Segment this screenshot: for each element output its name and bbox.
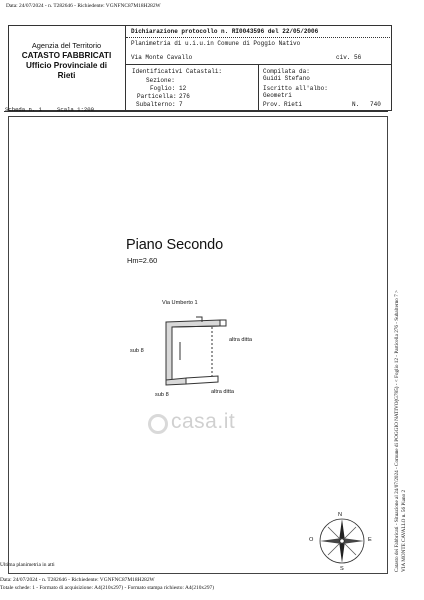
bottom-line-1: Ultima planimetria in atti (0, 562, 55, 568)
floor-title: Piano Secondo (126, 237, 224, 253)
label-altra-ditta-2: altra ditta (211, 389, 235, 395)
compiler-name: Guidi Stefano (263, 75, 310, 82)
side-text-right-2: VIA MONTE CAVALLO n. 56 Piano 2 (401, 489, 407, 572)
prov-label: Prov. (263, 101, 282, 108)
agency-line2: CATASTO FABBRICATI (21, 51, 112, 60)
bottom-line-3: Totale schede: 1 - Formato di acquisizione: A4(210x297) - Formato stampa richiesto: A4(210x297) (0, 585, 215, 591)
label-sub-8-1: sub 8 (130, 348, 144, 354)
scala-label: Scala 1:200 (57, 106, 94, 113)
compiler-heading: Compilata da: (263, 68, 310, 75)
prov-value: Rieti (284, 101, 303, 108)
sezione-label: Sezione: (146, 77, 175, 84)
protocol-rule (126, 37, 392, 38)
compass-s: S (340, 566, 344, 572)
albo-value: Geometri (263, 92, 292, 99)
compass-w: O (309, 537, 314, 543)
n-value: 740 (370, 101, 381, 108)
watermark: casa.it (171, 410, 236, 433)
header-divider-vertical (258, 64, 259, 111)
agency-line1: Agenzia del Territorio (31, 41, 102, 50)
bottom-line-2: Data: 24/07/2024 - n. T282646 - Richiedente: VGNFNC87M18H282W (0, 577, 155, 583)
agency-line3: Ufficio Provinciale di (26, 61, 107, 70)
floor-height: Hm=2.60 (127, 256, 158, 265)
particella-value: 276 (179, 93, 190, 100)
subalterno-label: Subalterno: (136, 101, 176, 108)
compass-icon (315, 514, 369, 568)
address: Via Monte Cavallo (131, 54, 193, 61)
foglio-value: 12 (179, 85, 187, 92)
civic-number: civ. 56 (336, 54, 362, 61)
particella-label: Particella: (137, 93, 177, 100)
agency-block (8, 25, 126, 111)
plan-label: Planimetria di u.i.u.in Comune di Poggio Nativo (131, 40, 301, 47)
protocol-line: Dichiarazione protocollo n. RI0043596 del 22/05/2006 (131, 28, 319, 35)
header-divider-1 (126, 64, 392, 65)
compass-e: E (368, 537, 372, 543)
label-altra-ditta-1: altra ditta (229, 337, 253, 343)
albo-label: Iscritto all'albo: (263, 85, 328, 92)
foglio-label: Foglio: (150, 85, 176, 92)
compass-n: N (338, 512, 343, 518)
subalterno-value: 7 (179, 101, 183, 108)
top-stamp: Data: 24/07/2024 - n. T282646 - Richiedente: VGNFNC87M18H282W (6, 3, 161, 9)
floor-plan (160, 312, 230, 388)
street-label: Via Umberto 1 (162, 300, 198, 306)
side-text-right: Catasto dei Fabbricati - Situazione al 24/07/2024 - Comune di POGGIO NATIVO(G785) - < Foglio 12 - Particella 276 - Subalterno 7 > (394, 290, 400, 572)
n-label: N. (352, 101, 360, 108)
label-sub-8-2: sub 8 (155, 392, 169, 398)
watermark-logo-icon (148, 414, 168, 434)
scheda-label: Scheda n. 1 (5, 106, 42, 113)
agency-line4: Rieti (57, 71, 76, 80)
ids-heading: Identificativi Catastali: (132, 68, 223, 75)
